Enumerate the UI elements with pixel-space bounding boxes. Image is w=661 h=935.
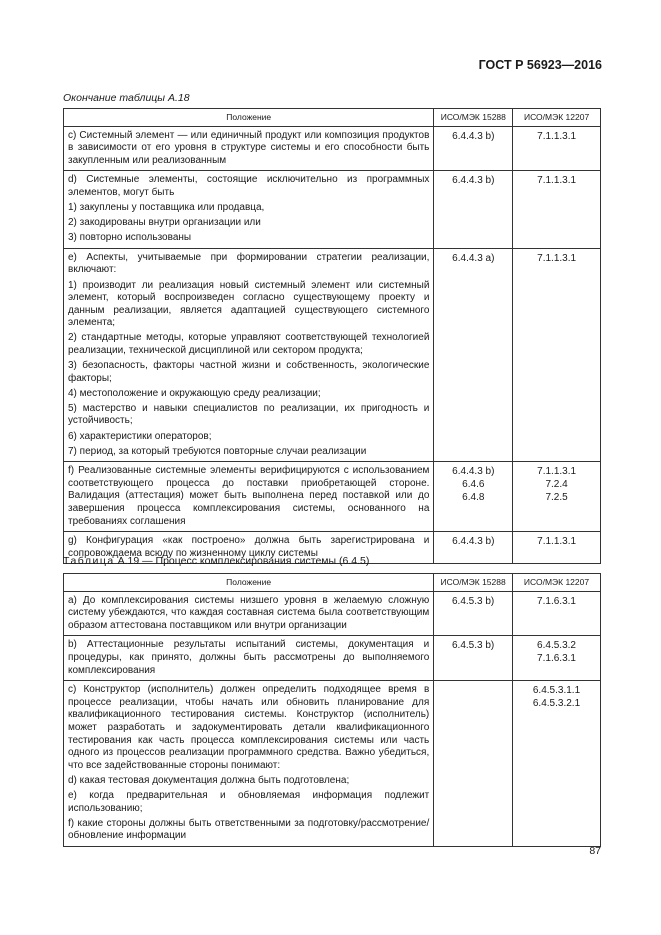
iso12207-cell xyxy=(513,532,601,564)
table-row xyxy=(64,126,601,171)
position-text: 3) безопасность, факторы частной жизни и собственность, экологические факторы; xyxy=(68,360,430,384)
table-row xyxy=(64,681,601,847)
position-cell xyxy=(64,636,434,681)
position-text: f) какие стороны должны быть ответственными за подготовку/рассмотрение/обновление информации xyxy=(68,817,430,842)
position-cell xyxy=(64,126,434,171)
table-a19 xyxy=(63,573,601,847)
clause-reference: 6.4.8 xyxy=(462,492,485,504)
position-text: c) Конструктор (исполнитель) должен определить подходящее время в процессе реализации, чтобы начать или обновить планирование для квалификационного тестирования системы. Конструктор (исполнитель) может разработать и задокументировать детали квалификационного тестирования как часть процесса комплексирования системы или часть одного из процессов реализации программного средства. Важно убедиться, что все задействованные стороны понимают: xyxy=(68,684,430,771)
position-text: a) До комплексирования системы низшего уровня в желаемую сложную систему убеждаются, что каждая составная система была соответствующим образом аттестована поставщиком или внутри организации xyxy=(68,594,430,631)
page-number: 87 xyxy=(589,845,601,857)
position-text: 4) местоположение и окружающую среду реализации; xyxy=(68,387,321,399)
document-code: ГОСТ Р 56923—2016 xyxy=(478,58,602,72)
clause-reference: 6.4.5.3 b) xyxy=(452,595,495,607)
clause-reference: 6.4.5.3.2.1 xyxy=(532,698,581,710)
clause-reference: 7.2.5 xyxy=(545,492,568,504)
column-header-position: Положение xyxy=(64,109,434,127)
table-row xyxy=(64,636,601,681)
position-text: b) Аттестационные результаты испытаний системы, документация и процедуры, как принято, должны быть рассмотрены до выполняемого комплексирования xyxy=(68,639,430,676)
clause-reference: 7.1.1.3.1 xyxy=(537,536,577,548)
clause-reference: 6.4.4.3 b) xyxy=(452,466,495,478)
clause-reference: 6.4.4.3 b) xyxy=(452,536,495,548)
iso12207-cell xyxy=(513,248,601,461)
iso15288-cell xyxy=(434,171,513,248)
iso12207-cell xyxy=(513,462,601,532)
table-header-row xyxy=(64,574,601,592)
table-a18 xyxy=(63,108,601,564)
position-text: 2) закодированы внутри организации или xyxy=(68,217,261,229)
position-text: d) какая тестовая документация должна быть подготовлена; xyxy=(68,774,350,786)
position-text: 1) закуплены у поставщика или продавца, xyxy=(68,202,265,214)
iso15288-cell xyxy=(434,636,513,681)
clause-reference: 6.4.5.3.2 xyxy=(537,640,576,652)
clause-reference: 6.4.4.3 b) xyxy=(452,175,495,187)
iso15288-cell xyxy=(434,462,513,532)
position-text: 5) мастерство и навыки специалистов по реализации, их пригодность и устойчивость; xyxy=(68,402,430,427)
position-text: c) Системный элемент — или единичный продукт или композиция продуктов в зависимости от его уровня в структуре системы и его способности быть закупленным или реализованным xyxy=(68,129,430,166)
table-a18-body xyxy=(64,126,601,564)
position-text: f) Реализованные системные элементы верифицируются с использованием соответствующего процесса до поставки приобретающей стороне. Валидация (аттестация) может быть выполнена перед поставкой или до завершения процесса комплексирования системы, основанного на требованиях соглашения xyxy=(68,465,430,527)
position-cell xyxy=(64,248,434,461)
clause-reference: 6.4.6 xyxy=(462,479,485,491)
clause-reference: 7.1.1.3.1 xyxy=(537,130,577,142)
table-a18-caption: Окончание таблицы А.18 xyxy=(63,92,190,104)
position-text: 3) повторно использованы xyxy=(68,232,192,244)
iso15288-cell xyxy=(434,681,513,847)
iso12207-cell xyxy=(513,171,601,248)
clause-reference: 6.4.5.3.1.1 xyxy=(532,685,581,697)
position-cell xyxy=(64,462,434,532)
position-text: e) Аспекты, учитываемые при формировании стратегии реализации, включают: xyxy=(68,251,430,276)
table-a19-caption-label: Таблица xyxy=(63,555,115,567)
position-text: d) Системные элементы, состоящие исключительно из программных элементов, могут быть xyxy=(68,174,430,198)
position-text: g) Конфигурация «как построено» должна быть зарегистрирована и сопровождаема всюду по жизненному циклу системы xyxy=(68,535,430,559)
iso12207-cell xyxy=(513,126,601,171)
clause-reference: 7.1.6.3.1 xyxy=(537,595,576,607)
clause-reference: 7.1.1.3.1 xyxy=(537,252,577,264)
clause-reference: 6.4.4.3 a) xyxy=(452,252,495,264)
clause-reference: 7.1.6.3.1 xyxy=(537,653,576,665)
table-header-row xyxy=(64,109,601,127)
position-text: 1) производит ли реализация новый системный элемент или системный элемент, который воспроизведен согласно существующему проекту и данным реализации, является адаптацией существующего системного элемента; xyxy=(68,279,430,329)
column-header-position: Положение xyxy=(64,574,434,592)
column-header-iso12207: ИСО/МЭК 12207 xyxy=(513,574,601,592)
position-text: 2) стандартные методы, которые управляют соответствующей технологией реализации, технической дисциплиной или сектором продукта; xyxy=(68,332,430,356)
iso15288-cell xyxy=(434,126,513,171)
clause-reference: 7.1.1.3.1 xyxy=(537,175,577,187)
position-cell xyxy=(64,171,434,248)
position-text: 6) характеристики операторов; xyxy=(68,430,212,442)
table-a19-caption-title: А.19 — Процесс комплексирования системы (6.4.5) xyxy=(114,555,370,567)
table-row xyxy=(64,171,601,248)
column-header-iso15288: ИСО/МЭК 15288 xyxy=(434,574,513,592)
clause-reference: 6.4.4.3 b) xyxy=(452,130,495,142)
position-text: e) когда предварительная и обновляемая информация подлежит использованию; xyxy=(68,789,430,814)
table-row xyxy=(64,591,601,636)
iso15288-cell xyxy=(434,532,513,564)
clause-reference: 7.2.4 xyxy=(545,479,568,491)
column-header-iso12207: ИСО/МЭК 12207 xyxy=(513,109,601,127)
table-row xyxy=(64,248,601,461)
position-text: 7) период, за который требуются повторные случаи реализации xyxy=(68,445,367,457)
table-a19-body xyxy=(64,591,601,846)
table-a19-caption xyxy=(63,555,369,567)
position-cell xyxy=(64,681,434,847)
table-row xyxy=(64,462,601,532)
position-cell xyxy=(64,591,434,636)
iso12207-cell xyxy=(513,636,601,681)
iso15288-cell xyxy=(434,248,513,461)
column-header-iso15288: ИСО/МЭК 15288 xyxy=(434,109,513,127)
iso12207-cell xyxy=(513,681,601,847)
clause-reference: 7.1.1.3.1 xyxy=(537,466,577,478)
iso15288-cell xyxy=(434,591,513,636)
clause-reference: 6.4.5.3 b) xyxy=(452,640,495,652)
iso12207-cell xyxy=(513,591,601,636)
